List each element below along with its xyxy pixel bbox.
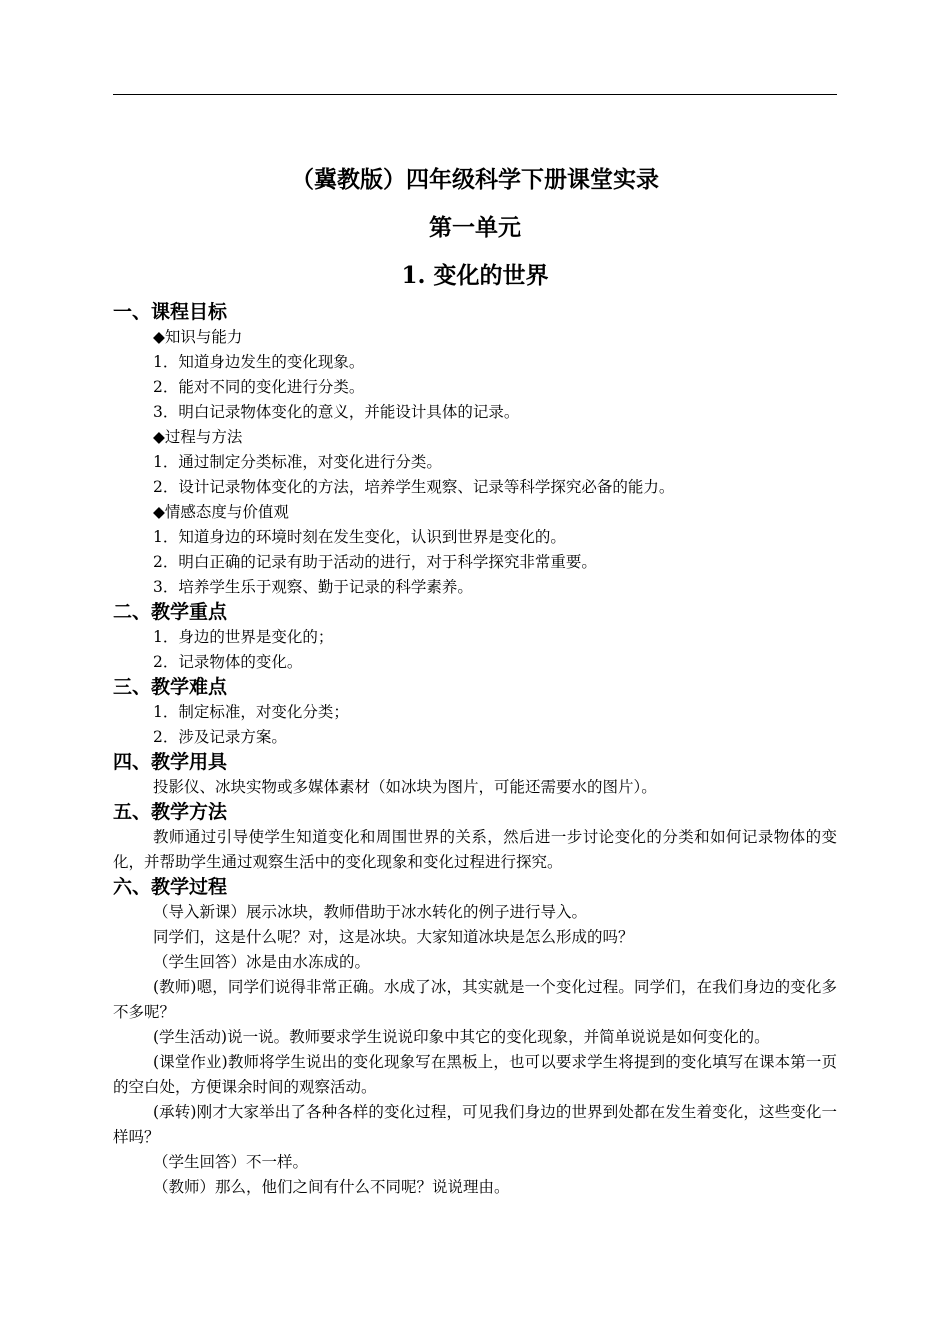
paragraph: 投影仪、冰块实物或多媒体素材（如冰块为图片，可能还需要水的图片）。 <box>153 778 657 796</box>
section-heading: 三、教学难点 <box>113 676 228 698</box>
section-heading: 四、教学用具 <box>113 751 228 773</box>
paragraph: 教师通过引导使学生知道变化和周围世界的关系，然后进一步讨论变化的分类和如何记录物体的变化，并帮助学生通过观察生活中的变化现象和变化过程进行探究。 <box>113 828 837 871</box>
paragraph: (承转)刚才大家举出了各种各样的变化过程，可见我们身边的世界到处都在发生着变化，这些变化一样吗？ <box>113 1103 837 1146</box>
paragraph: (教师)嗯，同学们说得非常正确。水成了冰，其实就是一个变化过程。同学们，在我们身边的变化多不多呢？ <box>113 978 837 1021</box>
list-item: 2．明白正确的记录有助于活动的进行，对于科学探究非常重要。 <box>153 553 597 571</box>
paragraph: （导入新课）展示冰块，教师借助于冰水转化的例子进行导入。 <box>153 903 588 921</box>
list-item: 2．能对不同的变化进行分类。 <box>153 378 365 396</box>
list-item: 2．涉及记录方案。 <box>153 728 287 746</box>
paragraph: （教师）那么，他们之间有什么不同呢？说说理由。 <box>153 1178 510 1196</box>
paragraph: (课堂作业)教师将学生说出的变化现象写在黑板上，也可以要求学生将提到的变化填写在课本第一页的空白处，方便课余时间的观察活动。 <box>113 1053 837 1096</box>
header-rule <box>113 94 837 95</box>
paragraph: 同学们，这是什么呢？对，这是冰块。大家知道冰块是怎么形成的吗？ <box>153 928 634 946</box>
list-item: 3．培养学生乐于观察、勤于记录的科学素养。 <box>153 578 473 596</box>
paragraph: (学生活动)说一说。教师要求学生说说印象中其它的变化现象，并简单说说是如何变化的。 <box>153 1028 770 1046</box>
list-item: 2．设计记录物体变化的方法，培养学生观察、记录等科学探究必备的能力。 <box>153 478 675 496</box>
paragraph: （学生回答）不一样。 <box>153 1153 309 1171</box>
section-heading: 五、教学方法 <box>113 801 228 823</box>
section-heading: 六、教学过程 <box>113 876 228 898</box>
list-item: 1．知道身边发生的变化现象。 <box>153 353 365 371</box>
subheading-attitude: ◆情感态度与价值观 <box>153 503 289 521</box>
section-difficulties <box>113 675 837 750</box>
list-item: 1．通过制定分类标准，对变化进行分类。 <box>153 453 442 471</box>
subheading-process: ◆过程与方法 <box>153 428 243 446</box>
list-item: 1．制定标准，对变化分类； <box>153 703 349 721</box>
section-key-points <box>113 600 837 675</box>
list-item: 1．知道身边的环境时刻在发生变化，认识到世界是变化的。 <box>153 528 566 546</box>
section-heading: 二、教学重点 <box>113 601 228 623</box>
unit-title: 第一单元 <box>429 214 521 241</box>
section-course-objectives <box>113 300 837 600</box>
paragraph: （学生回答）冰是由水冻成的。 <box>153 953 371 971</box>
section-teaching-process <box>113 875 837 1200</box>
document-body <box>113 150 837 1200</box>
section-heading: 一、课程目标 <box>113 301 228 323</box>
lesson-title: 1. 变化的世界 <box>401 262 549 289</box>
section-teaching-tools <box>113 750 837 800</box>
list-item: 1．身边的世界是变化的； <box>153 628 334 646</box>
section-teaching-methods <box>113 800 837 875</box>
subheading-knowledge: ◆知识与能力 <box>153 328 243 346</box>
document-title: （冀教版）四年级科学下册课堂实录 <box>291 166 659 193</box>
list-item: 2．记录物体的变化。 <box>153 653 303 671</box>
list-item: 3．明白记录物体变化的意义，并能设计具体的记录。 <box>153 403 520 421</box>
